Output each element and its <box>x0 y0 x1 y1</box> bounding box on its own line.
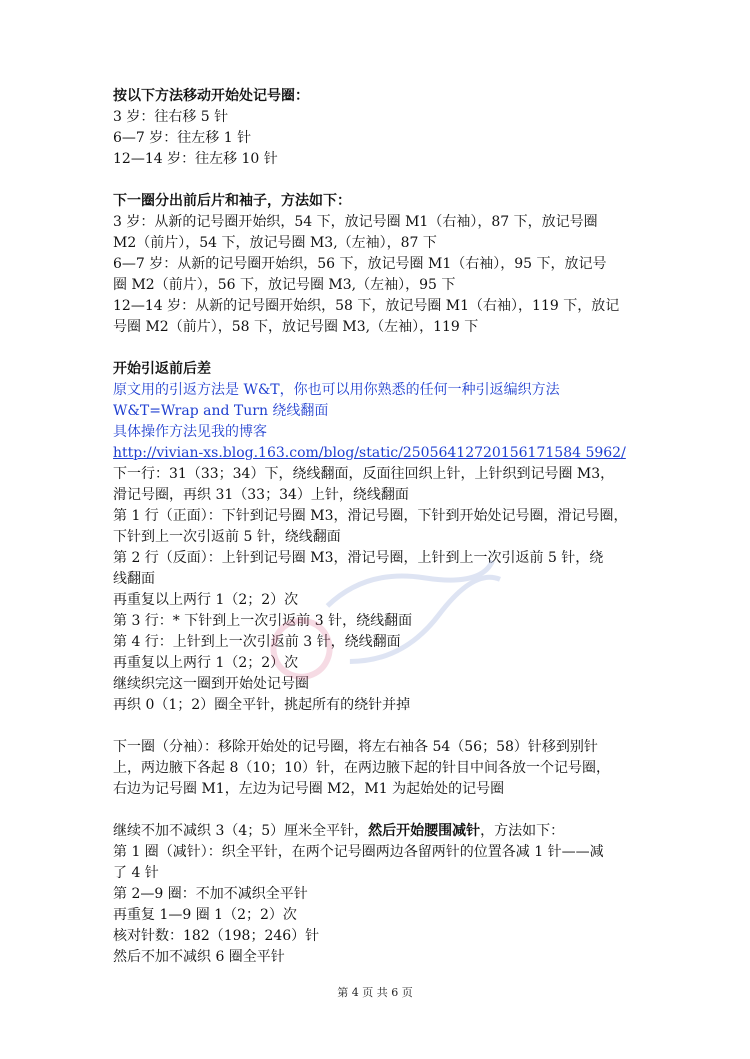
text-line: 第 4 行：上针到上一次引返前 3 针，绕线翻面 <box>113 634 401 650</box>
text-line: 再重复以上两行 1（2；2）次 <box>113 655 299 671</box>
text-line: M2（前片），54 下，放记号圈 M3,（左袖），87 下 <box>113 235 437 251</box>
section-heading-move-marker: 按以下方法移动开始处记号圈： <box>113 88 309 104</box>
text-line: 了 4 针 <box>113 865 159 881</box>
text-line: 上，两边腋下各起 8（10；10）针，在两边腋下起的针目中间各放一个记号圈， <box>113 760 610 776</box>
document-body <box>113 86 648 968</box>
text-line: 再重复 1—9 圈 1（2；2）次 <box>113 907 297 923</box>
text-line: 右边为记号圈 M1，左边为记号圈 M2，M1 为起始处的记号圈 <box>113 781 505 797</box>
text-line: 再重复以上两行 1（2；2）次 <box>113 592 299 608</box>
text-line: 线翻面 <box>113 571 155 587</box>
text-line: 下一圈（分袖）：移除开始处的记号圈，将左右袖各 54（56；58）针移到别针 <box>113 739 598 755</box>
text-line: 第 1 圈（减针）：织全平针，在两个记号圈两边各留两针的位置各减 1 针——减 <box>113 844 604 860</box>
text-line: 6—7 岁：往左移 1 针 <box>113 130 252 146</box>
text-line: 号圈 M2（前片），58 下，放记号圈 M3,（左袖），119 下 <box>113 319 479 335</box>
text-line: 第 2 行（反面）：上针到记号圈 M3，滑记号圈，上针到上一次引返前 5 针，绕 <box>113 550 604 566</box>
text-line: 12—14 岁：从新的记号圈开始织，58 下，放记号圈 M1（右袖），119 下，放记 <box>113 298 620 314</box>
text-line: 第 2—9 圈：不加不减织全平针 <box>113 886 308 902</box>
text-line: 下针到上一次引返前 5 针，绕线翻面 <box>113 529 341 545</box>
text-line: 下一行：31（33；34）下，绕线翻面，反面往回织上针，上针织到记号圈 M3， <box>113 466 615 482</box>
text-line: 圈 M2（前片），56 下，放记号圈 M3,（左袖），95 下 <box>113 277 456 293</box>
text-line: 第 3 行：* 下针到上一次引返前 3 针，绕线翻面 <box>113 613 413 629</box>
section-heading-short-rows: 开始引返前后差 <box>113 361 211 377</box>
note-line: 具体操作方法见我的博客 <box>113 424 267 440</box>
text-line: 3 岁：从新的记号圈开始织，54 下，放记号圈 M1（右袖），87 下，放记号圈 <box>113 214 598 230</box>
text-line: 3 岁：往右移 5 针 <box>113 109 229 125</box>
text-line: 核对针数：182（198；246）针 <box>113 928 320 944</box>
text-line: 12—14 岁：往左移 10 针 <box>113 151 278 167</box>
text-line: 继续织完这一圈到开始处记号圈 <box>113 676 309 692</box>
text-line: 再织 0（1；2）圈全平针，挑起所有的绕针并掉 <box>113 697 411 713</box>
waist-decrease-intro <box>113 821 648 842</box>
text-line: 滑记号圈，再织 31（33；34）上针，绕线翻面 <box>113 487 409 503</box>
intro-text: 继续不加不减织 3（4；5）厘米全平针， <box>113 823 369 839</box>
section-heading-divide: 下一圈分出前后片和袖子，方法如下： <box>113 193 351 209</box>
intro-tail: ，方法如下： <box>480 823 565 839</box>
intro-emphasis: 然后开始腰围减针 <box>368 823 481 839</box>
page-number: 第 4 页 共 6 页 <box>337 986 413 999</box>
text-line: 然后不加不减织 6 圈全平针 <box>113 949 285 965</box>
text-line: 6—7 岁：从新的记号圈开始织，56 下，放记号圈 M1（右袖），95 下，放记号 <box>113 256 607 272</box>
text-line: 第 1 行（正面）：下针到记号圈 M3，滑记号圈，下针到开始处记号圈，滑记号圈， <box>113 508 628 524</box>
note-line: 原文用的引返方法是 W&T，你也可以用你熟悉的任何一种引返编织方法 <box>113 382 560 398</box>
blog-link[interactable]: http://vivian-xs.blog.163.com/blog/static/25056412720156171584 5962/ <box>113 445 626 461</box>
note-line: W&T=Wrap and Turn 绕线翻面 <box>113 403 329 419</box>
